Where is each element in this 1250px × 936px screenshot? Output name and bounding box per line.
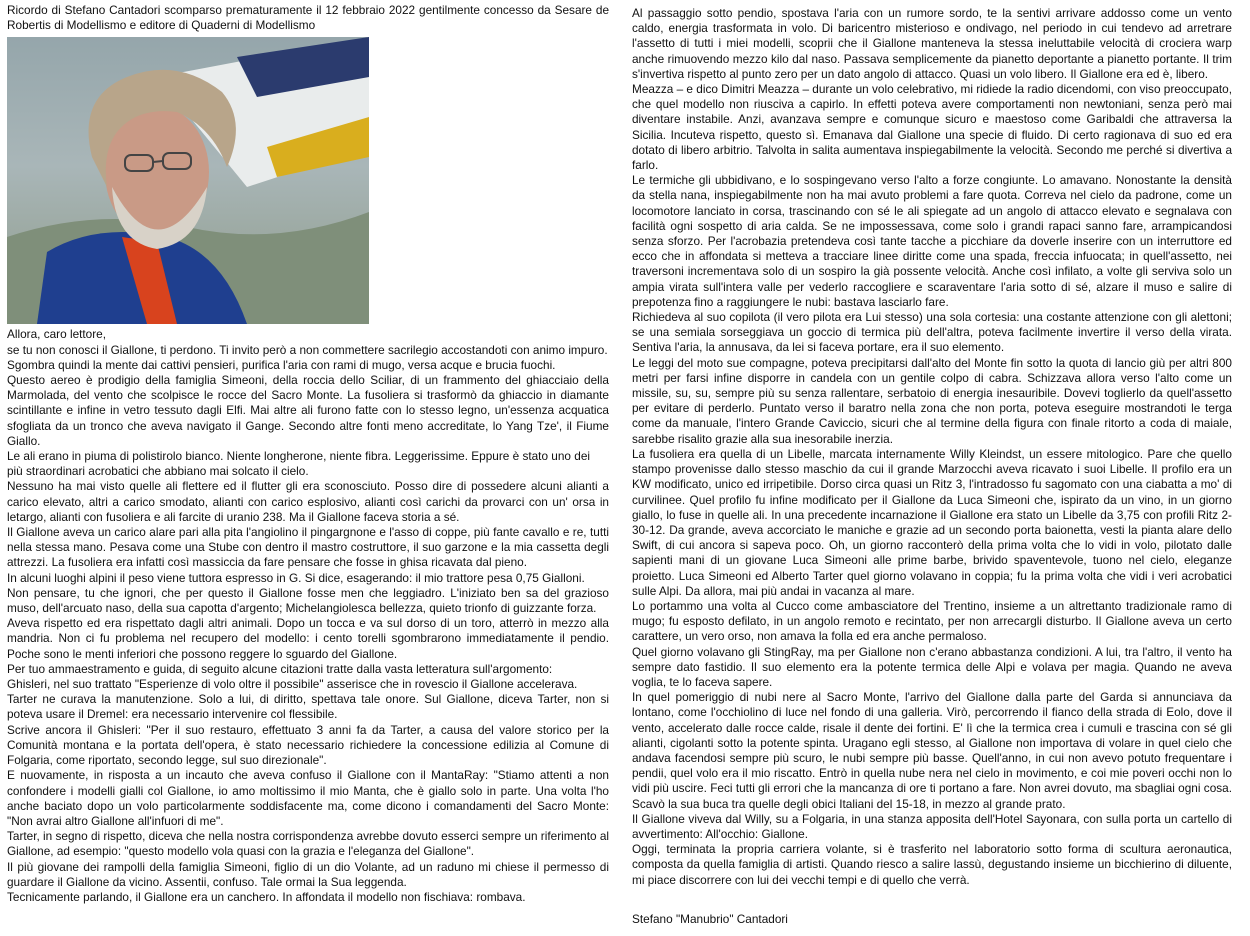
paragraph: Sgombra quindi la mente dai cattivi pensieri, purifica l'aria con rami di mugo, versa acque e brucia fuochi. xyxy=(7,357,556,372)
paragraph: Allora, caro lettore, xyxy=(7,327,107,342)
paragraph: Quel giorno volavano gli StingRay, ma per Giallone non c'erano abbastanza condizioni. A lui, tra l'altro, il vento ha sempre dato fastidio. Il suo elemento era la potente termica delle Alpi e volava per magia. Quando ne aveva voglia, te lo faceva sapere. xyxy=(632,644,1232,689)
paragraph: E nuovamente, in risposta a un incauto che aveva confuso il Giallone con il MantaRay: "Stiamo attenti a non confondere i modelli gialli col Giallone, io amo moltissimo il mio Manta, che è giallo solo in parte. Una volta l'ho anche baciato dopo un volo particolarmente soddisfacente ma, come dicono i comandamenti del Sacro Monte: "Non avrai altro Giallone all'infuori di me". xyxy=(7,768,609,828)
paragraph: Lo portammo una volta al Cucco come ambasciatore del Trentino, insieme a un altrettanto tradizionale ramo di mugo; fu esposto defilato, in un angolo remoto e recintato, per non arrecargli disturbo. Il Giallone aveva un certo carattere, un vero orso, non amava la folla ed era anche permaloso. xyxy=(632,598,1232,644)
paragraph: Questo aereo è prodigio della famiglia Simeoni, della roccia dello Sciliar, di un frammento del ghiacciaio della Marmolada, del vento che scolpisce le rocce del Sacro Monte. La fusoliera si trasformò da ghiaccio in diamante scintillante e infine in vetro tessuto dagli Elfi. Mai altre ali furono fatte con lo stesso legno, un'essenza acquatica sfogliata da un tronco che aveva navigato il Gange. Secondo altre fonti meno accreditate, lo Yang Tze', il Fiume Giallo. xyxy=(7,373,609,448)
paragraph: La fusoliera era quella di un Libelle, marcata internamente Willy Kleindst, un essere mitologico. Pare che quello stampo provenisse dallo stesso maschio da cui il grande Marzocchi aveva ricavato i suoi Libelle. Il profilo era un KW modificato, unico ed irripetibile. Dorso circa quasi un Ritz 3, l'intradosso fu sagomato con una ciabatta a mo' di curvilinee. Quel profilo fu infine modificato per il Giallone da Luca Simeoni che, ispirato da un vino, in un giorno giallo, lo fuse in quelle ali. In una precedente incarnazione il Giallone era stato un Libelle da 3,75 con profili Ritz 2-30-12. Da grande, aveva accorciato le maniche e grazie ad un secondo porta baionetta, vesti la pianta alare dello Swift, di cui ancora si sapeva poco. Oh, un giorno racconterò della prima volta che lo vidi in volo, pilotato dalle sapienti mani di un giovane Luca Simeoni alle prime barbe, brivido spaventevole, tuono nel cielo, eleganze proietto. Luca Simeoni ed Alberto Tarter quel giorno volavano in coppia; fu la prima volta che vidi i veri acrobatici sulle Alpi. Da allora, mai più andai in vacanza al mare. xyxy=(632,446,1232,598)
paragraph: Richiedeva al suo copilota (il vero pilota era Lui stesso) una sola cortesia: una costante attenzione con gli alettoni; se una semiala sorseggiava un goccio di termica più dell'altra, poteva facilmente invertire il verso della virata. Sentiva l'aria, la annusava, da lei si faceva portare, era il suo elemento. xyxy=(632,310,1232,355)
paragraph: Non pensare, tu che ignori, che per questo il Giallone fosse men che leggiadro. L'iniziato ben sa del grazioso muso, dell'arcuato naso, della sua capotta d'argento; Michelangiolesca bellezza, quieto trionfo di guizzante forza. xyxy=(7,585,609,616)
paragraph: Meazza – e dico Dimitri Meazza – durante un volo celebrativo, mi ridiede la radio dicendomi, con viso preoccupato, che quel modello non riusciva a capirlo. In effetti poteva avere comportamenti non newtoniani, senza però mai diventare instabile. Anzi, avanzava sempre e comunque sicuro e maestoso come Garibaldi che attraversa la Sicilia. Incuteva rispetto, questo sì. Emanava dal Giallone una specie di fluido. Di certo ragionava di suo ed era dotato di libero arbitrio. Talvolta in salita aumentava inspiegabilmente la velocità. Secondo me perché si divertiva a farlo. xyxy=(632,82,1232,173)
paragraph: Al passaggio sotto pendio, spostava l'aria con un rumore sordo, te la sentivi arrivare addosso come un vento caldo, energia trasformata in volo. Di baricentro misterioso e ondivago, nel periodo in cui tendevo ad arretrare l'assetto di tutti i miei modelli, scoprii che il Giallone manteneva la stessa ineluttabile velocità di crociera warp anche rimuovendo mezzo kilo dal naso. Passava semplicemente da pianetto deportante a pianetto portante. Il trim s'invertiva rispetto al punto zero per un dato angolo di attacco. Quasi un volo libero. Il Giallone era ed è, libero. xyxy=(632,6,1232,81)
paragraph: Aveva rispetto ed era rispettato dagli altri animali. Dopo un tocca e va sul dorso di un toro, atterrò in mezzo alla mandria. Non ci fu problema nel recupero del modello: i cento torelli sgombrarono immediatamente il pendio. Poche sono le menti inferiori che possono reggere lo sguardo del Giallone. xyxy=(7,616,609,661)
paragraph: Il Giallone aveva un carico alare pari alla pita l'angiolino il pingargnone e l'asso di coppe, più fante cavallo e re, tutti nella stessa mano. Pesava come una Stube con dentro il mastro costruttore, il suo garzone e la mia cassetta degli attrezzi. La fusoliera era infatti così massiccia da fare pensare che fosse in ghisa ricavata dal pieno. xyxy=(7,525,609,570)
paragraph: Ghisleri, nel suo trattato "Esperienze di volo oltre il possibile" asserisce che in rovescio il Giallone accelerava. xyxy=(7,677,578,692)
paragraph: Oggi, terminata la propria carriera volante, si è trasferito nel laboratorio sotto forma di scultura aeronautica, composta da quella famiglia di artisti. Quando riesco a salire lassù, degustando insieme un bicchierino di diluente, mi piace discorrere con lui dei vecchi tempi e di quello che verrà. xyxy=(632,842,1232,887)
paragraph: Per tuo ammaestramento e guida, di seguito alcune citazioni tratte dalla vasta letteratura sull'argomento: xyxy=(7,661,553,676)
left-paragraphs xyxy=(7,327,609,905)
left-column xyxy=(7,0,609,905)
paragraph: Tarter, in segno di rispetto, diceva che nella nostra corrispondenza avrebbe dovuto esserci sempre un riferimento al Giallone, ad esempio: "questo modello vola quasi con la grazia e l'eleganza del Giallone". xyxy=(7,829,609,859)
portrait-photo xyxy=(7,37,369,324)
portrait-illustration xyxy=(7,37,369,324)
paragraph: Nessuno ha mai visto quelle ali flettere ed il flutter gli era sconosciuto. Posso dire di possedere alcuni alianti a carico elevato, altri a carico smodato, alianti con carico esplosivo, alianti così carichi da provarci con un' orsa in letargo, alianti con fusoliera e ali farcite di uranio 238. Ma il Giallone faceva storia a sé. xyxy=(7,479,609,524)
paragraph: se tu non conosci il Giallone, ti perdono. Ti invito però a non commettere sacrilegio accostandoti con animo impuro. xyxy=(7,342,608,357)
paragraph: In quel pomeriggio di nubi nere al Sacro Monte, l'arrivo del Giallone dalla parte del Garda si annunciava da lontano, come l'occhiolino di luce nel fondo di una galleria. Virò, percorrendo il fianco della strada di Eolo, dove il vento, accelerato dalle rocce calde, risale il dente dei fortini. E' lì che la termica crea i cumuli e trascina con sé gli alianti, cigolanti sotto la potente spinta. Uragano egli stesso, al Giallone non importava di volare in quel cielo che andava facendosi sempre più scuro, le nubi sempre più basse. Quell'anno, in cui non avevo potuto frequentare i pendii, quel volo era il mio riscatto. Entrò in quella nube nera nel cielo in movimento, e coi mie poveri occhi non lo vidi più uscire. Feci tutti gli errori che la mancanza di ore ti portano a fare. Non avrei dovuto, ma sbagliai ogni cosa. Scavò la sua buca tra quelle degli obici Italiani del 15-18, in mezzo al grande prato. xyxy=(632,690,1232,811)
paragraph: In alcuni luoghi alpini il peso viene tuttora espresso in G. Si dice, esagerando: il mio trattore pesa 0,75 Gialloni. xyxy=(7,570,585,585)
paragraph: Il Giallone viveva dal Willy, su a Folgaria, in una stanza apposita dell'Hotel Sayonara, con sulla porta un cartello di avvertimento: All'occhio: Giallone. xyxy=(632,811,1232,841)
right-column xyxy=(632,6,1232,927)
paragraph: Scrive ancora il Ghisleri: "Per il suo restauro, effettuato 3 anni fa da Tarter, a causa del valore storico per la Comunità montana e la portata dell'opera, è stato necessario richiedere la concessione edilizia al Comune di Folgaria, come riportato, secondo legge, sul suo direzionale". xyxy=(7,722,609,768)
article-header: Ricordo di Stefano Cantadori scomparso prematuramente il 12 febbraio 2022 gentilmente concesso da Sesare de Robertis di Modellismo e editore di Quaderni di Modellismo xyxy=(7,3,609,33)
signature: Stefano "Manubrio" Cantadori xyxy=(632,911,788,926)
paragraph: Tarter ne curava la manutenzione. Solo a lui, di diritto, spettava tale onore. Sul Giallone, diceva Tarter, non si poteva usare il Dremel: era necessario intervenire col flessibile. xyxy=(7,692,609,722)
paragraph: Le termiche gli ubbidivano, e lo sospingevano verso l'alto a forze congiunte. Lo amavano. Nonostante la densità da stella nana, inspiegabilmente non ha mai avuto problemi a fare quota. Correva nel cielo da padrone, come un locomotore lanciato in corsa, trascinando con sé le ali spiegate ad un angolo di attacco elevato e segnalava con facilità ogni sospetto di aria calda. Se ne impossessava, come solo i grandi rapaci sanno fare, arrampicandosi senza sforzo. Per l'acrobazia pretendeva così tante tacche a picchiare da doverle inserire con un interruttore ed ecco che in affondata si metteva a tracciare linee diritte come una spada, freccia infuocata; in quell'assetto, nei traversoni incrementava solo di un sospiro la già possente velocità. Anche così infilato, a volte gli serviva solo un ampia virata sull'intera valle per vederlo raccogliere e scaraventare l'aria sotto di sé, alzare il muso e salire di prepotenza fino a raggiungere le nubi: bastava lasciarlo fare. xyxy=(632,173,1232,309)
paragraph: Il più giovane dei rampolli della famiglia Simeoni, figlio di un dio Volante, ad un raduno mi chiese il permesso di guardare il Giallone da vicino. Assentii, confuso. Tale ormai la Sua leggenda. xyxy=(7,859,609,889)
paragraph: Le leggi del moto sue compagne, poteva precipitarsi dall'alto del Monte fin sotto la quota di lancio giù per altri 800 metri per farsi infine disporre in candela con un gentile colpo di cabra. Schizzava allora verso l'alto come un missile, su, su, sempre più su senza rallentare, serbatoio di energia inesauribile. Dovevi toglierlo da quell'assetto per evitare di perderlo. Puntato verso il baratro nella zona che non porta, poteva eseguire mostrandoti le terga come da manuale, l'intero Grande Caviccio, sicuri che al termine della figura con finale ritorto a coda di maiale, sarebbe risalito grazie alla sua inesorabile inerzia. xyxy=(632,355,1232,446)
paragraph: Tecnicamente parlando, il Giallone era un canchero. In affondata il modello non fischiava: rombava. xyxy=(7,889,526,904)
paragraph: Le ali erano in piuma di polistirolo bianco. Niente longherone, niente fibra. Leggerissime. Eppure è stato uno dei più straordinari acrobatici che abbiano mai solcato il cielo. xyxy=(7,449,591,479)
